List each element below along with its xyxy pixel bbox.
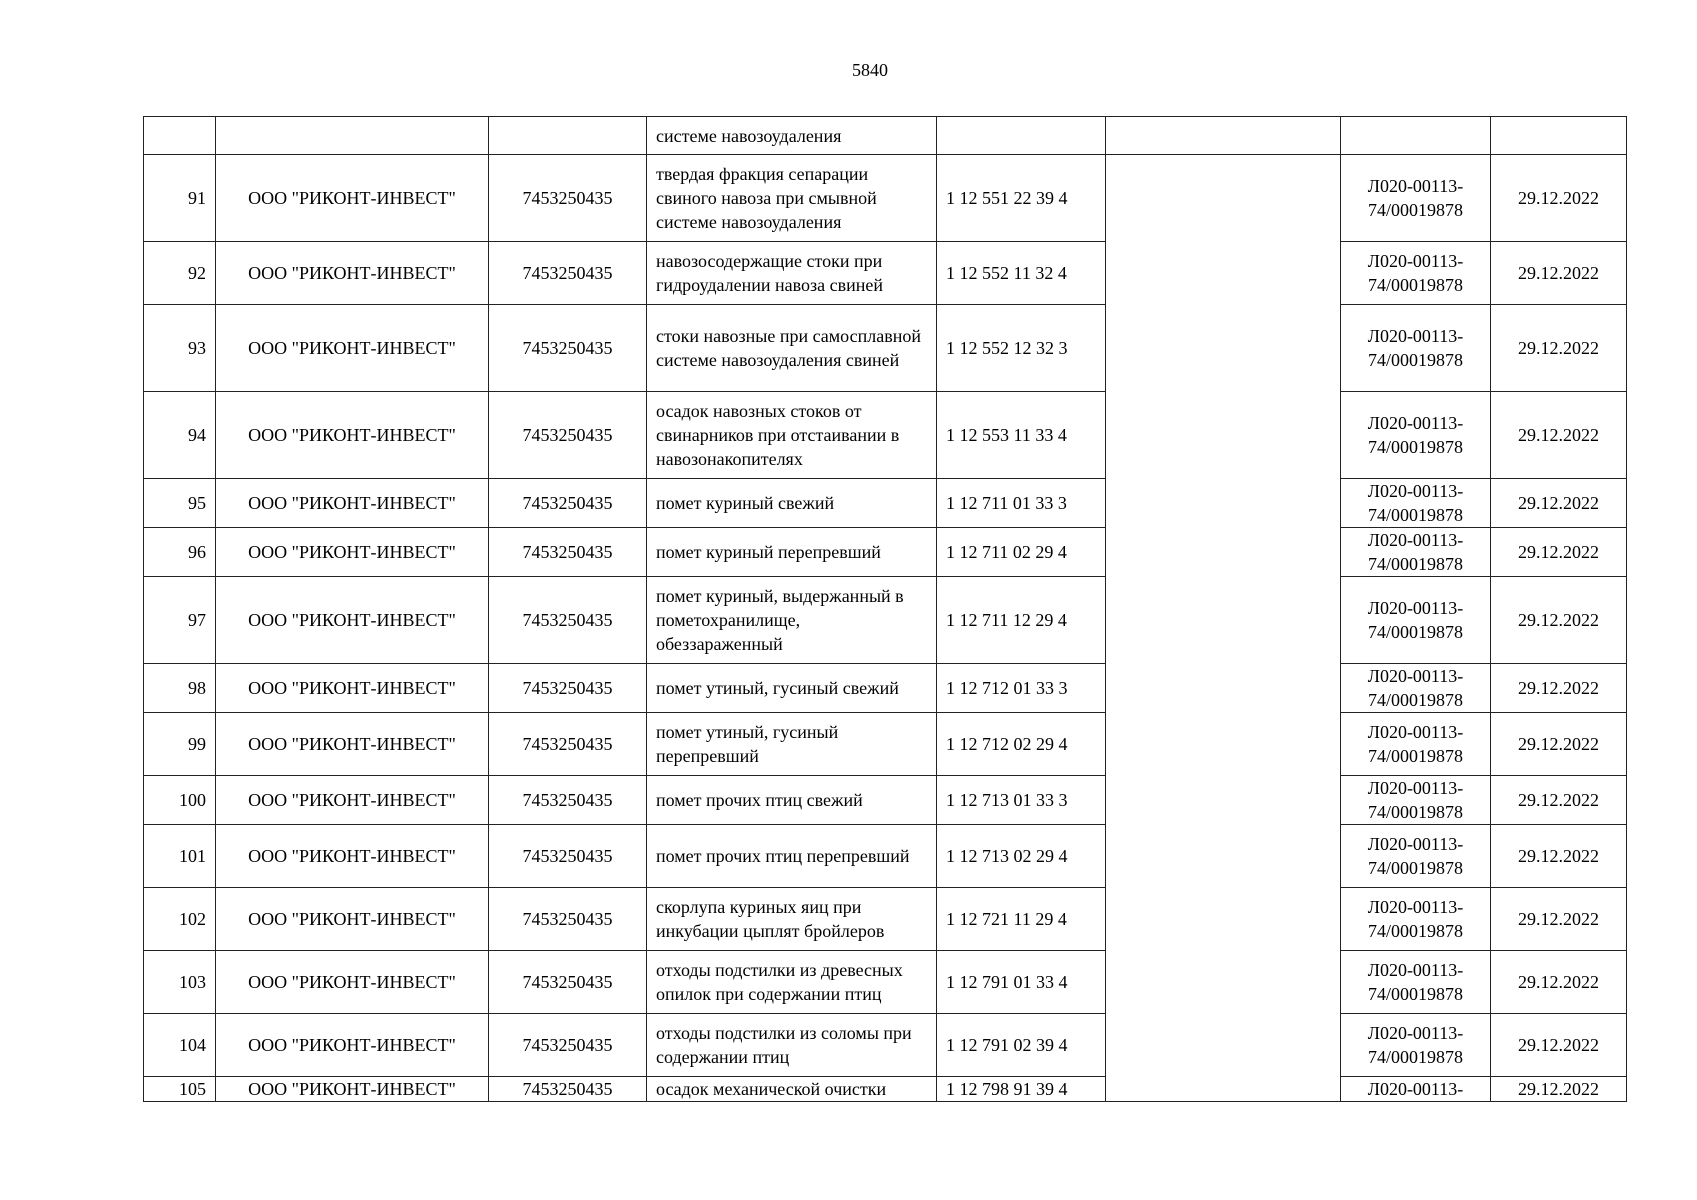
cell-license [1341,577,1491,664]
cell-waste-name: отходы подстилки из соломы при содержании птиц [647,1014,937,1077]
waste-registry-table [143,116,1627,1102]
cell-waste-name: помет прочих птиц свежий [647,776,937,825]
cell-blank [1106,117,1341,155]
cell-date: 29.12.2022 [1491,479,1627,528]
cell-org: ООО "РИКОНТ-ИНВЕСТ" [216,1077,489,1102]
cell-inn: 7453250435 [489,888,647,951]
cell-org: ООО "РИКОНТ-ИНВЕСТ" [216,242,489,305]
cell-date [1491,117,1627,155]
cell-num: 97 [144,577,216,664]
cell-inn: 7453250435 [489,825,647,888]
license-line-2: 74/00019878 [1367,690,1463,710]
cell-date: 29.12.2022 [1491,155,1627,242]
cell-inn: 7453250435 [489,242,647,305]
cell-date: 29.12.2022 [1491,1077,1627,1102]
cell-date: 29.12.2022 [1491,664,1627,713]
cell-fkko-code: 1 12 552 12 32 3 [937,305,1106,392]
cell-waste-name: твердая фракция сепарации свиного навоза при смывной системе навозоудаления [647,155,937,242]
page-number: 5840 [852,60,888,80]
license-line-2: 74/00019878 [1367,858,1463,878]
cell-license [1341,776,1491,825]
cell-waste-name: помет куриный свежий [647,479,937,528]
license-line-1: Л020-00113- [1367,251,1464,271]
license-line-2: 74/00019878 [1367,984,1463,1004]
cell-inn [489,117,647,155]
table-row [144,577,1627,664]
cell-inn: 7453250435 [489,528,647,577]
cell-inn: 7453250435 [489,1077,647,1102]
cell-org: ООО "РИКОНТ-ИНВЕСТ" [216,1014,489,1077]
cell-waste-name: осадок механической очистки [647,1077,937,1102]
table-row [144,888,1627,951]
cell-fkko-code: 1 12 712 01 33 3 [937,664,1106,713]
cell-license [1341,1014,1491,1077]
table-row [144,305,1627,392]
cell-fkko-code: 1 12 551 22 39 4 [937,155,1106,242]
license-line-1: Л020-00113- [1367,778,1464,798]
cell-waste-name: отходы подстилки из древесных опилок при содержании птиц [647,951,937,1014]
cell-blank [1106,577,1341,664]
license-line-2: 74/00019878 [1367,505,1463,525]
cell-waste-name: скорлупа куриных яиц при инкубации цыплят бройлеров [647,888,937,951]
cell-num: 104 [144,1014,216,1077]
cell-num: 101 [144,825,216,888]
cell-org: ООО "РИКОНТ-ИНВЕСТ" [216,888,489,951]
cell-org: ООО "РИКОНТ-ИНВЕСТ" [216,577,489,664]
table-row [144,392,1627,479]
cell-license [1341,1077,1491,1102]
table-row [144,528,1627,577]
cell-fkko-code: 1 12 711 01 33 3 [937,479,1106,528]
cell-fkko-code: 1 12 791 01 33 4 [937,951,1106,1014]
license-line-1: Л020-00113- [1367,1023,1464,1043]
cell-org: ООО "РИКОНТ-ИНВЕСТ" [216,776,489,825]
cell-inn: 7453250435 [489,392,647,479]
cell-num: 100 [144,776,216,825]
cell-license [1341,951,1491,1014]
cell-blank [1106,305,1341,392]
cell-org: ООО "РИКОНТ-ИНВЕСТ" [216,305,489,392]
license-line-1: Л020-00113- [1367,666,1464,686]
license-line-1: Л020-00113- [1367,413,1464,433]
cell-num: 98 [144,664,216,713]
cell-waste-name: помет куриный перепревший [647,528,937,577]
cell-blank [1106,528,1341,577]
cell-date: 29.12.2022 [1491,528,1627,577]
cell-blank [1106,242,1341,305]
table-row [144,825,1627,888]
cell-inn: 7453250435 [489,305,647,392]
table-row [144,776,1627,825]
cell-org: ООО "РИКОНТ-ИНВЕСТ" [216,951,489,1014]
cell-inn: 7453250435 [489,664,647,713]
cell-org: ООО "РИКОНТ-ИНВЕСТ" [216,479,489,528]
cell-fkko-code: 1 12 552 11 32 4 [937,242,1106,305]
license-line-2: 74/00019878 [1367,554,1463,574]
table-row [144,242,1627,305]
cell-date: 29.12.2022 [1491,825,1627,888]
table-row [144,713,1627,776]
cell-inn: 7453250435 [489,155,647,242]
cell-num: 103 [144,951,216,1014]
cell-license [1341,825,1491,888]
cell-blank [1106,155,1341,242]
cell-fkko-code [937,117,1106,155]
license-line-2: 74/00019878 [1367,275,1463,295]
cell-blank [1106,392,1341,479]
cell-blank [1106,776,1341,825]
license-line-1: Л020-00113- [1367,598,1464,618]
table-body [144,117,1627,1102]
cell-blank [1106,951,1341,1014]
cell-license [1341,155,1491,242]
cell-waste-name: помет утиный, гусиный свежий [647,664,937,713]
cell-fkko-code: 1 12 798 91 39 4 [937,1077,1106,1102]
cell-org: ООО "РИКОНТ-ИНВЕСТ" [216,155,489,242]
license-line-1: Л020-00113- [1367,1079,1464,1099]
license-line-2: 74/00019878 [1367,746,1463,766]
license-line-1: Л020-00113- [1367,530,1464,550]
cell-waste-name: помет куриный, выдержанный в пометохранилище, обеззараженный [647,577,937,664]
cell-blank [1106,664,1341,713]
cell-num: 102 [144,888,216,951]
table-row [144,951,1627,1014]
cell-license [1341,242,1491,305]
cell-fkko-code: 1 12 553 11 33 4 [937,392,1106,479]
license-line-2: 74/00019878 [1367,200,1463,220]
cell-num: 94 [144,392,216,479]
license-line-1: Л020-00113- [1367,326,1464,346]
cell-blank [1106,888,1341,951]
cell-fkko-code: 1 12 713 01 33 3 [937,776,1106,825]
cell-blank [1106,1077,1341,1102]
cell-inn: 7453250435 [489,713,647,776]
license-line-2: 74/00019878 [1367,1047,1463,1067]
table-row-fragment [144,117,1627,155]
cell-waste-name: навозосодержащие стоки при гидроудалении навоза свиней [647,242,937,305]
cell-inn: 7453250435 [489,577,647,664]
cell-license [1341,392,1491,479]
cell-waste-name: помет прочих птиц перепревший [647,825,937,888]
cell-date: 29.12.2022 [1491,713,1627,776]
license-line-1: Л020-00113- [1367,834,1464,854]
cell-date: 29.12.2022 [1491,242,1627,305]
cell-num: 92 [144,242,216,305]
cell-date: 29.12.2022 [1491,305,1627,392]
license-line-2: 74/00019878 [1367,437,1463,457]
license-line-2: 74/00019878 [1367,921,1463,941]
cell-license [1341,117,1491,155]
cell-blank [1106,713,1341,776]
cell-org: ООО "РИКОНТ-ИНВЕСТ" [216,713,489,776]
cell-fkko-code: 1 12 791 02 39 4 [937,1014,1106,1077]
cell-num [144,117,216,155]
table-row [144,1014,1627,1077]
license-line-2: 74/00019878 [1367,802,1463,822]
cell-org: ООО "РИКОНТ-ИНВЕСТ" [216,825,489,888]
cell-fkko-code: 1 12 711 12 29 4 [937,577,1106,664]
cell-num: 96 [144,528,216,577]
table-row [144,664,1627,713]
cell-date: 29.12.2022 [1491,577,1627,664]
license-line-2: 74/00019878 [1367,622,1463,642]
cell-fkko-code: 1 12 713 02 29 4 [937,825,1106,888]
cell-fkko-code: 1 12 712 02 29 4 [937,713,1106,776]
cell-blank [1106,479,1341,528]
cell-waste-name: помет утиный, гусиный перепревший [647,713,937,776]
cell-blank [1106,1014,1341,1077]
cell-org: ООО "РИКОНТ-ИНВЕСТ" [216,392,489,479]
cell-license [1341,305,1491,392]
cell-inn: 7453250435 [489,951,647,1014]
cell-waste-name: стоки навозные при самосплавной системе навозоудаления свиней [647,305,937,392]
cell-license [1341,528,1491,577]
cell-license [1341,713,1491,776]
cell-blank [1106,825,1341,888]
cell-date: 29.12.2022 [1491,951,1627,1014]
cell-waste-name: системе навозоудаления [647,117,937,155]
license-line-1: Л020-00113- [1367,481,1464,501]
table-row [144,1077,1627,1102]
cell-date: 29.12.2022 [1491,1014,1627,1077]
cell-fkko-code: 1 12 721 11 29 4 [937,888,1106,951]
license-line-1: Л020-00113- [1367,722,1464,742]
cell-inn: 7453250435 [489,479,647,528]
cell-num: 105 [144,1077,216,1102]
cell-inn: 7453250435 [489,1014,647,1077]
cell-num: 91 [144,155,216,242]
cell-fkko-code: 1 12 711 02 29 4 [937,528,1106,577]
license-line-2: 74/00019878 [1367,350,1463,370]
table-row [144,155,1627,242]
cell-org: ООО "РИКОНТ-ИНВЕСТ" [216,528,489,577]
table-row [144,479,1627,528]
cell-license [1341,479,1491,528]
cell-date: 29.12.2022 [1491,776,1627,825]
cell-num: 99 [144,713,216,776]
license-line-1: Л020-00113- [1367,176,1464,196]
cell-license [1341,888,1491,951]
license-line-1: Л020-00113- [1367,960,1464,980]
cell-date: 29.12.2022 [1491,392,1627,479]
cell-inn: 7453250435 [489,776,647,825]
cell-waste-name: осадок навозных стоков от свинарников при отстаивании в навозонакопителях [647,392,937,479]
cell-date: 29.12.2022 [1491,888,1627,951]
cell-org: ООО "РИКОНТ-ИНВЕСТ" [216,664,489,713]
cell-license [1341,664,1491,713]
license-line-1: Л020-00113- [1367,897,1464,917]
cell-org [216,117,489,155]
cell-num: 93 [144,305,216,392]
cell-num: 95 [144,479,216,528]
